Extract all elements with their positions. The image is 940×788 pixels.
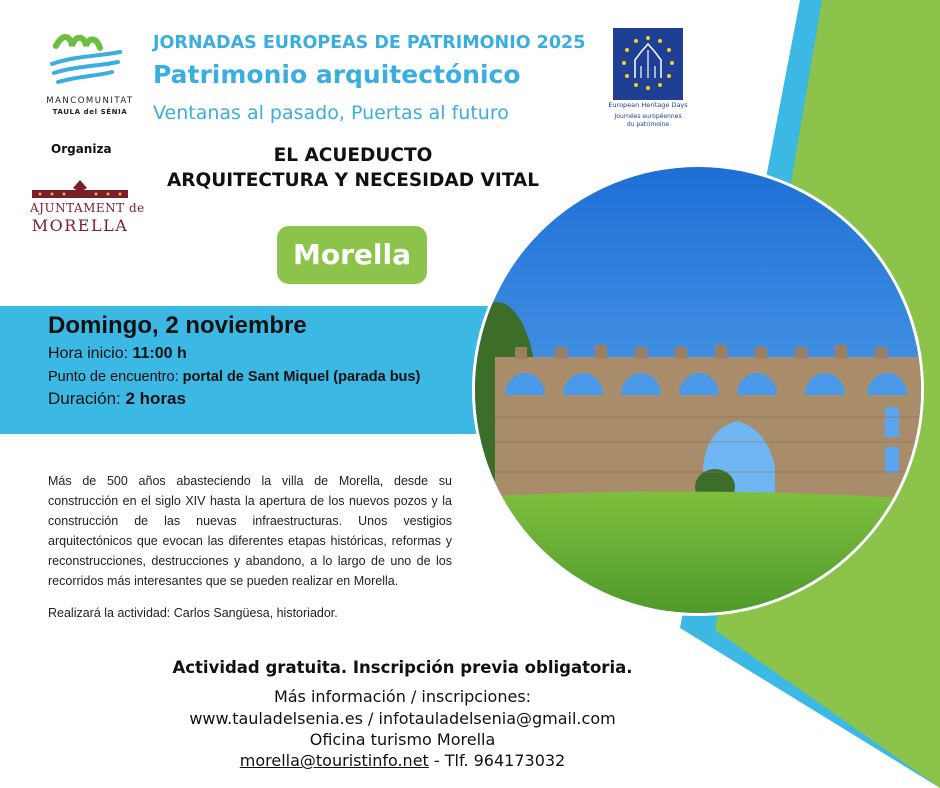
event-title-line2: ARQUITECTURA Y NECESIDAD VITAL	[166, 170, 539, 191]
morella-crest-icon	[30, 180, 130, 200]
theme-title: Patrimonio arquitectónico	[153, 60, 521, 89]
activity-description: Más de 500 años abasteciendo la villa de Morella, desde su construcción en el siglo XIV hasta la apertura de los nuevos pozos y la construcción de las nuevas infraestructuras. Unos vestigios arquitectónicos que evocan las diferentes etapas históricas, reformas y reconstrucciones, destrucciones y abandono, a lo largo de uno de los recorridos más interesantes que se pueden realizar en Morella.	[48, 474, 452, 588]
duration-label: Duración:	[48, 389, 121, 408]
free-activity-notice: Actividad gratuita. Inscripción previa obligatoria.	[172, 658, 633, 677]
ajuntament-morella-logo	[30, 180, 145, 238]
eu-caption-fr-1: Journées européennes	[614, 113, 682, 120]
morella-wordmark: MORELLA	[31, 216, 129, 235]
event-date: Domingo, 2 noviembre	[48, 312, 307, 339]
start-time-row	[48, 345, 187, 363]
office-contact	[120, 751, 685, 770]
mancomunitat-logo	[40, 28, 140, 118]
meeting-point-label: Punto de encuentro:	[48, 369, 179, 385]
tagline: Ventanas al pasado, Puertas al futuro	[153, 102, 509, 124]
office-email-link[interactable]: morella@touristinfo.net	[239, 751, 429, 770]
start-time-value: 11:00 h	[132, 345, 187, 362]
mancomunitat-subname: TAULA del SÉNIA	[52, 108, 128, 116]
duration-row	[48, 389, 186, 409]
eu-caption-en: European Heritage Days	[608, 101, 688, 109]
event-title	[150, 143, 556, 193]
jornadas-heading: JORNADAS EUROPEAS DE PATRIMONIO 2025	[153, 33, 586, 53]
organiza-label: Organiza	[51, 142, 112, 156]
mancomunitat-mark-icon	[40, 28, 140, 94]
meeting-point-row	[48, 369, 420, 385]
european-heritage-days-logo	[613, 28, 683, 100]
start-time-label: Hora inicio:	[48, 345, 129, 362]
activity-author: Realizará la actividad: Carlos Sangüesa, historiador.	[48, 606, 338, 620]
office-phone: - Tlf. 964173032	[428, 751, 566, 770]
aqueduct-photo	[472, 164, 924, 616]
more-info-label: Más información / inscripciones:	[273, 687, 532, 706]
mancomunitat-name: MANCOMUNITAT	[46, 96, 134, 106]
meeting-point-value: portal de Sant Miquel (parada bus)	[182, 369, 421, 385]
eu-stars-icon	[613, 28, 683, 100]
ajuntament-label: AJUNTAMENT de	[30, 201, 145, 215]
eu-caption-fr-2: du patrimoine	[626, 121, 670, 128]
duration-value: 2 horas	[125, 389, 186, 408]
event-title-line1: EL ACUEDUCTO	[273, 145, 433, 166]
aqueduct-illustration-icon	[475, 167, 921, 613]
town-badge: Morella	[277, 226, 427, 284]
eu-caption-fr	[598, 113, 698, 129]
tourism-office: Oficina turismo Morella	[309, 730, 496, 749]
web-and-email[interactable]: www.tauladelsenia.es / infotauladelsenia@gmail.com	[189, 709, 616, 728]
